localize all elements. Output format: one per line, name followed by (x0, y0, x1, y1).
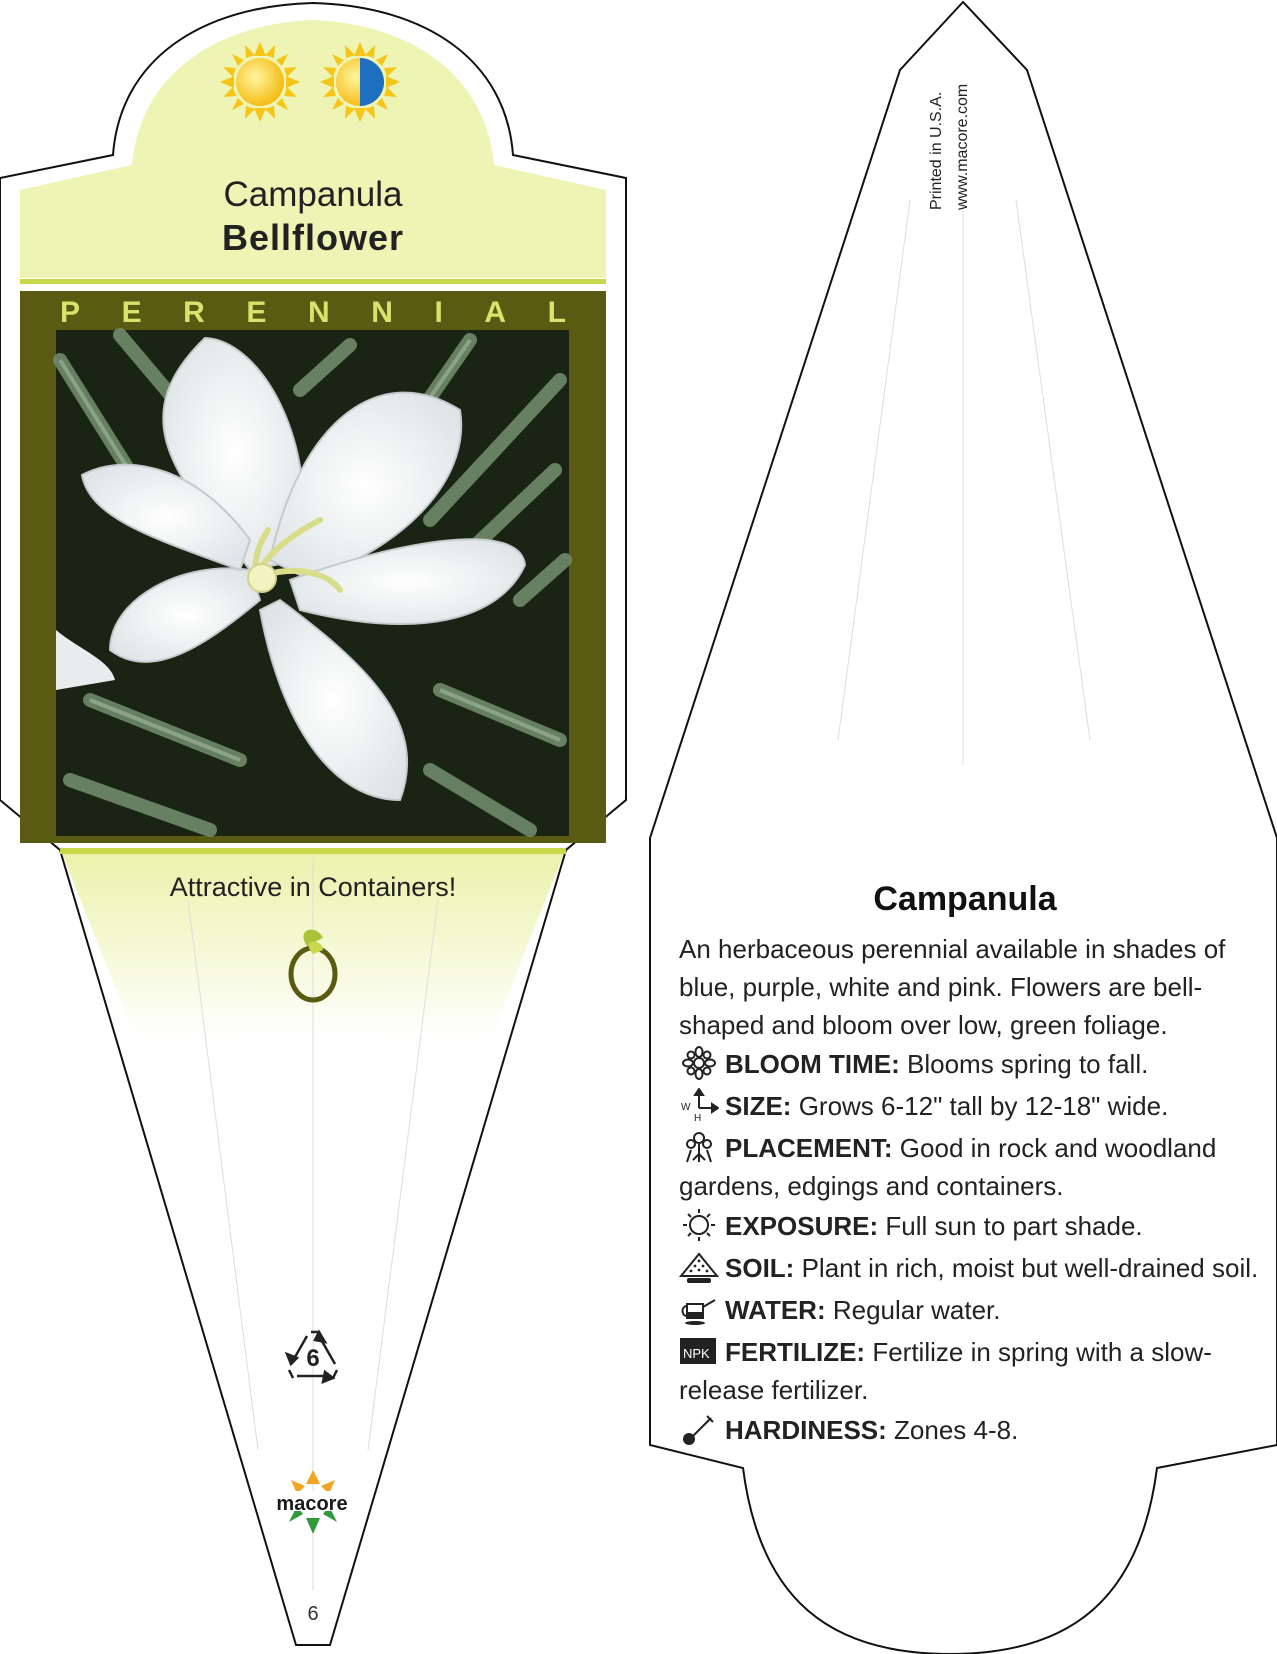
watering-can-icon (679, 1292, 719, 1326)
info-text: Blooms spring to fall. (907, 1049, 1149, 1079)
info-label: EXPOSURE: (725, 1211, 879, 1241)
info-soil (679, 1249, 1259, 1287)
info-text: Plant in rich, moist but well-drained soil. (801, 1253, 1259, 1283)
category-letter: N (371, 296, 393, 329)
common-name: Campanula (223, 175, 403, 214)
info-size (679, 1087, 1259, 1125)
category-letter: R (183, 296, 205, 329)
category-letter: E (246, 296, 267, 329)
category-letter: I (434, 296, 443, 329)
part-shade-icon (320, 42, 400, 122)
category-letter: N (307, 296, 330, 329)
info-text: Full sun to part shade. (885, 1211, 1143, 1241)
info-water (679, 1291, 1259, 1329)
category-label (20, 296, 606, 330)
info-hardiness (679, 1411, 1259, 1449)
info-text: Fertilize in spring with a slow-release fertilizer. (679, 1337, 1212, 1405)
description-title: Campanula (873, 880, 1057, 918)
tagline: Attractive in Containers! (169, 872, 457, 902)
flower-photo (56, 330, 569, 836)
printed-in-text: Printed in U.S.A. (928, 91, 945, 210)
category-letter: L (547, 296, 566, 329)
info-fertilize (679, 1333, 1259, 1409)
thermometer-icon (679, 1412, 719, 1446)
recycle-number: 6 (306, 1345, 320, 1372)
info-label: BLOOM TIME: (725, 1049, 900, 1079)
info-label: FERTILIZE: (725, 1337, 866, 1367)
info-placement (679, 1129, 1259, 1205)
printer-info (928, 50, 988, 220)
cultivar-name: Bellflower (221, 217, 405, 258)
svg-text:W: W (681, 1102, 691, 1113)
sun-outline-icon (679, 1208, 719, 1242)
info-exposure (679, 1207, 1259, 1245)
website-text: www.macore.com (954, 83, 971, 210)
info-text: Good in rock and woodland gardens, edgings and containers. (679, 1133, 1217, 1201)
category-letter: A (484, 296, 507, 329)
category-letter: P (60, 296, 81, 329)
placement-icon (679, 1130, 719, 1164)
info-bloom-time (679, 1045, 1259, 1083)
soil-icon (679, 1250, 719, 1284)
info-label: HARDINESS: (725, 1415, 887, 1445)
npk-icon (679, 1334, 719, 1368)
tag-number: 6 (307, 1603, 319, 1625)
info-text: Zones 4-8. (894, 1415, 1019, 1445)
info-label: SOIL: (725, 1253, 795, 1283)
flower-icon (679, 1046, 719, 1080)
size-arrows-icon (679, 1088, 719, 1122)
info-text: Grows 6-12" tall by 12-18" wide. (798, 1091, 1169, 1121)
description-text: An herbaceous perennial available in shades of blue, purple, white and pink. Flowers are bell-shaped and bloom over low, green foliage. (679, 934, 1226, 1040)
info-label: PLACEMENT: (725, 1133, 893, 1163)
svg-text:H: H (694, 1113, 702, 1122)
category-letter: E (121, 296, 142, 329)
info-label: WATER: (725, 1295, 826, 1325)
info-text: Regular water. (832, 1295, 1001, 1325)
svg-text:NPK: NPK (683, 1346, 710, 1361)
info-label: SIZE: (725, 1091, 792, 1121)
full-sun-icon (220, 42, 300, 122)
brand-name: macore (276, 1493, 348, 1515)
